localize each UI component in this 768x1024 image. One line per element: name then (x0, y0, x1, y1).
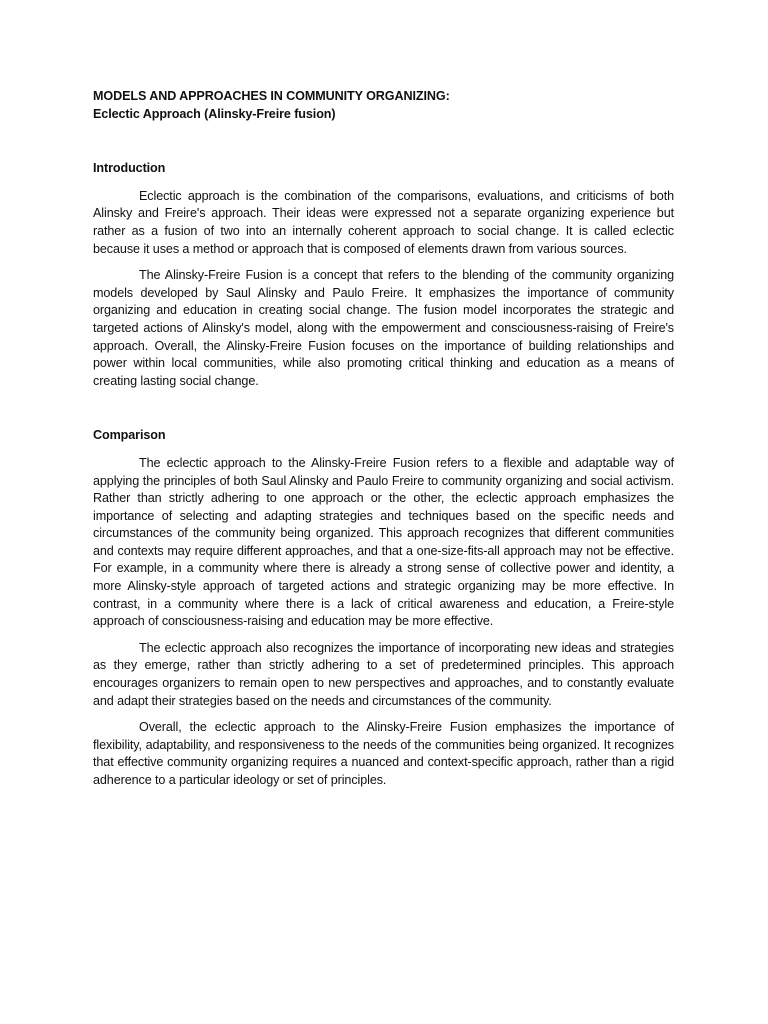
section-heading-introduction: Introduction (93, 161, 166, 176)
document-subtitle: Eclectic Approach (Alinsky-Freire fusion) (93, 106, 336, 121)
paragraph: The Alinsky-Freire Fusion is a concept that refers to the blending of the community organizing models developed by Saul Alinsky and Paulo Freire. It emphasizes the importance of community organizing and education in creating social change. The fusion model incorporates the strategic and targeted actions of Alinsky's model, along with the empowerment and consciousness-raising of Freire's approach. Overall, the Alinsky-Freire Fusion focuses on the importance of building relationships and power within local communities, while also promoting critical thinking and education as a means of creating lasting social change. (93, 268, 674, 388)
paragraph: Eclectic approach is the combination of the comparisons, evaluations, and criticisms of both Alinsky and Freire's approach. Their ideas were expressed not a separate organizing experience but rather as a fusion of two into an internally coherent approach to social change. It is called eclectic because it uses a method or approach that is composed of elements drawn from various sources. (93, 188, 674, 256)
section-heading-comparison: Comparison (93, 428, 166, 443)
document-body (93, 88, 674, 790)
document-title: MODELS AND APPROACHES IN COMMUNITY ORGANIZING: (93, 89, 450, 103)
paragraph: Overall, the eclectic approach to the Alinsky-Freire Fusion emphasizes the importance of flexibility, adaptability, and responsiveness to the needs of the communities being organized. It recognizes that effective community organizing requires a nuanced and context-specific approach, rather than a rigid adherence to a particular ideology or set of principles. (93, 720, 674, 787)
paragraph: The eclectic approach to the Alinsky-Freire Fusion refers to a flexible and adaptable way of applying the principles of both Saul Alinsky and Paulo Freire to community organizing and social activism. Rather than strictly adhering to one approach or the other, the eclectic approach emphasizes the importance of selecting and adapting strategies and techniques based on the specific needs and circumstances of the community being organized. This approach recognizes that different communities and contexts may require different approaches, and that a one-size-fits-all approach may not be effective. For example, in a community where there is already a strong sense of collective power and identity, a more Alinsky-style approach of targeted actions and strategic organizing may be more effective. In contrast, in a community where there is a lack of critical awareness and education, a Freire-style approach of consciousness-raising and education may be more effective. (93, 455, 674, 629)
paragraph: The eclectic approach also recognizes the importance of incorporating new ideas and strategies as they emerge, rather than strictly adhering to a set of predetermined principles. This approach encourages organizers to remain open to new perspectives and approaches, and to constantly evaluate and adapt their strategies based on the needs and circumstances of the community. (93, 640, 674, 708)
